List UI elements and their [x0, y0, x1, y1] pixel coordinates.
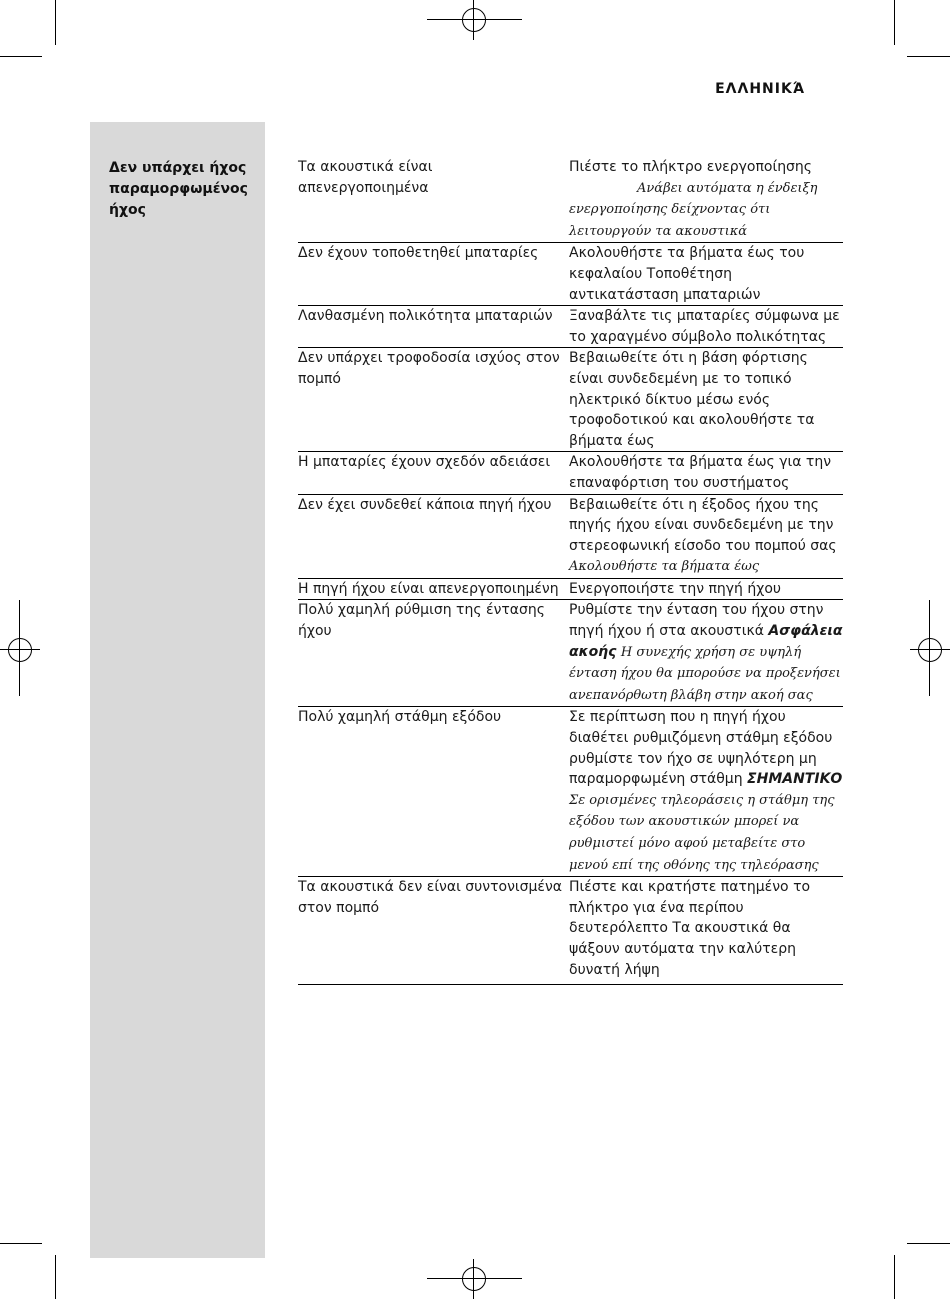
cause-cell: Η μπαταρίες έχουν σχεδόν αδειάσει [298, 454, 551, 471]
registration-mark-icon [0, 630, 40, 670]
cause-cell: Πολύ χαμηλή στάθμη εξόδου [298, 709, 502, 726]
table-row [298, 707, 843, 877]
crop-mark [894, 1255, 895, 1299]
cause-cell: Δεν έχουν τοποθετηθεί μπαταρίες [298, 245, 539, 262]
registration-mark-icon [910, 630, 950, 670]
crop-mark [19, 600, 20, 696]
crop-mark [427, 1278, 522, 1279]
solution-cell [569, 495, 843, 578]
table-row [298, 157, 843, 243]
crop-mark [0, 56, 42, 57]
sidebar-panel [90, 122, 265, 1258]
solution-warning-label: ΣΗΜΑΝΤΙΚΟ [747, 771, 843, 788]
table-row [298, 306, 843, 348]
table-row [298, 600, 843, 707]
solution-cell: Βεβαιωθείτε ότι η βάση φόρτισης είναι συνδεδεμένη με το τοπικό ηλεκτρικό δίκτυο μέσω ενός τροφοδοτικού και ακολουθήστε τα βήματα έως [569, 350, 815, 449]
table-row [298, 243, 843, 306]
cause-cell: Τα ακουστικά δεν είναι συντονισμένα στον πομπό [298, 879, 563, 916]
solution-note: Ακολουθήστε τα βήματα έως [569, 559, 760, 575]
cause-cell: Δεν έχει συνδεθεί κάποια πηγή ήχου [298, 496, 552, 513]
solution-note: Σε ορισμένες τηλεοράσεις η στάθμη της εξόδου των ακουστικών μπορεί να ρυθμιστεί μόνο αφού μεταβείτε στο μενού επί της οθόνης της τηλεόρασης [569, 792, 835, 873]
solution-cell: Ενεργοποιήστε την πηγή ήχου [569, 580, 782, 597]
table-row [298, 495, 843, 579]
solution-cell [569, 600, 843, 706]
cause-cell: Δεν υπάρχει τροφοδοσία ισχύος στον πομπό [298, 350, 560, 387]
table-row [298, 452, 843, 494]
troubleshooting-table [298, 157, 843, 985]
problem-category: Δεν υπάρχει ήχος παραμορφωμένος ήχος [109, 160, 248, 218]
crop-mark [427, 19, 522, 20]
solution-cell [569, 157, 843, 242]
crop-mark [907, 1243, 950, 1244]
solution-cell: Ξαναβάλτε τις μπαταρίες σύμφωνα με το χαραγμένο σύμβολο πολικότητας [569, 308, 840, 345]
crop-mark [55, 0, 56, 45]
solution-cell: Ακολουθήστε τα βήματα έως για την επαναφόρτιση του συστήματος [569, 454, 832, 491]
crop-mark [894, 0, 895, 45]
registration-mark-icon [454, 1259, 494, 1299]
solution-text: Ρυθμίστε την ένταση του ήχου στην πηγή ήχου ή στα ακουστικά [569, 602, 824, 640]
cause-cell: Τα ακουστικά είναι απενεργοποιημένα [298, 159, 433, 196]
solution-warning-label: Ασφάλεια ακοής [569, 623, 843, 660]
solution-cell: Ακολουθήστε τα βήματα έως του κεφαλαίου Τοποθέτηση αντικατάσταση μπαταριών [569, 245, 805, 303]
table-row [298, 348, 843, 452]
cause-cell: Η πηγή ήχου είναι απενεργοποιημένη [298, 580, 559, 597]
crop-mark [0, 1243, 42, 1244]
solution-note: Ανάβει αυτόματα η ένδειξη ενεργοποίησης δείχνοντας ότι λειτουργούν τα ακουστικά [569, 180, 818, 239]
language-header: ΕΛΛΗΝΙΚΆ [715, 81, 805, 97]
cause-cell: Πολύ χαμηλή ρύθμιση της έντασης ήχου [298, 602, 546, 640]
table-row [298, 579, 843, 601]
registration-mark-icon [454, 0, 494, 40]
solution-text: Σε περίπτωση που η πηγή ήχου διαθέτει ρυθμιζόμενη στάθμη εξόδου ρυθμίστε τον ήχο σε υψηλότερη μη παραμορφωμένη στάθμη [569, 709, 833, 788]
solution-note: Η συνεχής χρήση σε υψηλή ένταση ήχου θα μπορούσε να προξενήσει ανεπανόρθωτη βλάβη στην ακοή σας [569, 644, 841, 703]
solution-text: Βεβαιωθείτε ότι η έξοδος ήχου της πηγής ήχου είναι συνδεδεμένη με την στερεοφωνική είσοδο του πομπού σας [569, 496, 837, 554]
crop-mark [907, 56, 950, 57]
solution-cell: Πιέστε και κρατήστε πατημένο το πλήκτρο για ένα περίπου δευτερόλεπτο Τα ακουστικά θα ψάξουν αυτόματα την καλύτερη δυνατή λήψη [569, 879, 811, 978]
table-row [298, 877, 843, 985]
crop-mark [929, 600, 930, 696]
solution-cell [569, 707, 843, 876]
solution-text: Πιέστε το πλήκτρο ενεργοποίησης [569, 159, 813, 175]
crop-mark [55, 1255, 56, 1299]
cause-cell: Λανθασμένη πολικότητα μπαταριών [298, 308, 553, 325]
